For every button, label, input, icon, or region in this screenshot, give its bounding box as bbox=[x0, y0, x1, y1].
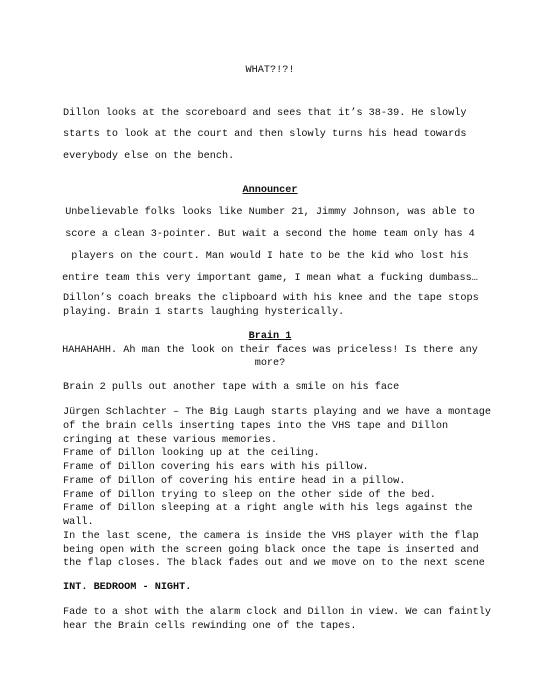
action-line: Fade to a shot with the alarm clock and Dillon in view. We can faintly bbox=[63, 607, 491, 618]
dialogue-line: score a clean 3-pointer. But wait a second the home team only has 4 bbox=[65, 229, 475, 240]
heading-line: WHAT?!?! bbox=[245, 65, 295, 76]
action-line: playing. Brain 1 starts laughing hysterically. bbox=[63, 307, 345, 318]
action-line: Frame of Dillon covering his ears with his pillow. bbox=[63, 462, 369, 473]
action-line: Dillon looks at the scoreboard and sees that it’s 38-39. He slowly bbox=[63, 108, 467, 119]
action-line: Frame of Dillon looking up at the ceiling. bbox=[63, 448, 320, 459]
action-line: Frame of Dillon sleeping at a right angle with his legs against the bbox=[63, 503, 473, 514]
action-line: Jürgen Schlachter – The Big Laugh starts playing and we have a montage bbox=[63, 407, 491, 418]
dialogue-line: more? bbox=[254, 358, 286, 369]
action-line: Dillon’s coach breaks the clipboard with his knee and the tape stops bbox=[63, 293, 479, 304]
character-name-brain-1: Brain 1 bbox=[248, 331, 292, 342]
dialogue-line: Unbelievable folks looks like Number 21, Jimmy Johnson, was able to bbox=[65, 207, 475, 218]
action-line: starts to look at the court and then slowly turns his head towards bbox=[63, 129, 467, 140]
action-line: Frame of Dillon trying to sleep on the other side of the bed. bbox=[63, 490, 436, 501]
action-line: Frame of Dillon of covering his entire head in a pillow. bbox=[63, 476, 406, 487]
dialogue-line: players on the court. Man would I hate to be the kid who lost his bbox=[71, 251, 469, 262]
action-line: hear the Brain cells rewinding one of the tapes. bbox=[63, 621, 357, 632]
action-line: everybody else on the bench. bbox=[63, 151, 235, 162]
character-name-announcer: Announcer bbox=[242, 185, 298, 196]
action-line: being open with the screen going black once the tape is inserted and bbox=[63, 545, 479, 556]
action-line: the flap closes. The black fades out and we move on to the next scene bbox=[63, 558, 485, 569]
action-line: wall. bbox=[63, 517, 94, 528]
action-line: In the last scene, the camera is inside the VHS player with the flap bbox=[63, 531, 479, 542]
action-line: cringing at these various memories. bbox=[63, 435, 277, 446]
dialogue-line: HAHAHAHH. Ah man the look on their faces was priceless! Is there any bbox=[62, 345, 478, 356]
dialogue-line: entire team this very important game, I mean what a fucking dumbass… bbox=[62, 273, 478, 284]
action-line: of the brain cells inserting tapes into the VHS tape and Dillon bbox=[63, 421, 449, 432]
action-line: Brain 2 pulls out another tape with a smile on his face bbox=[63, 382, 400, 393]
scene-heading: INT. BEDROOM - NIGHT. bbox=[63, 582, 192, 593]
